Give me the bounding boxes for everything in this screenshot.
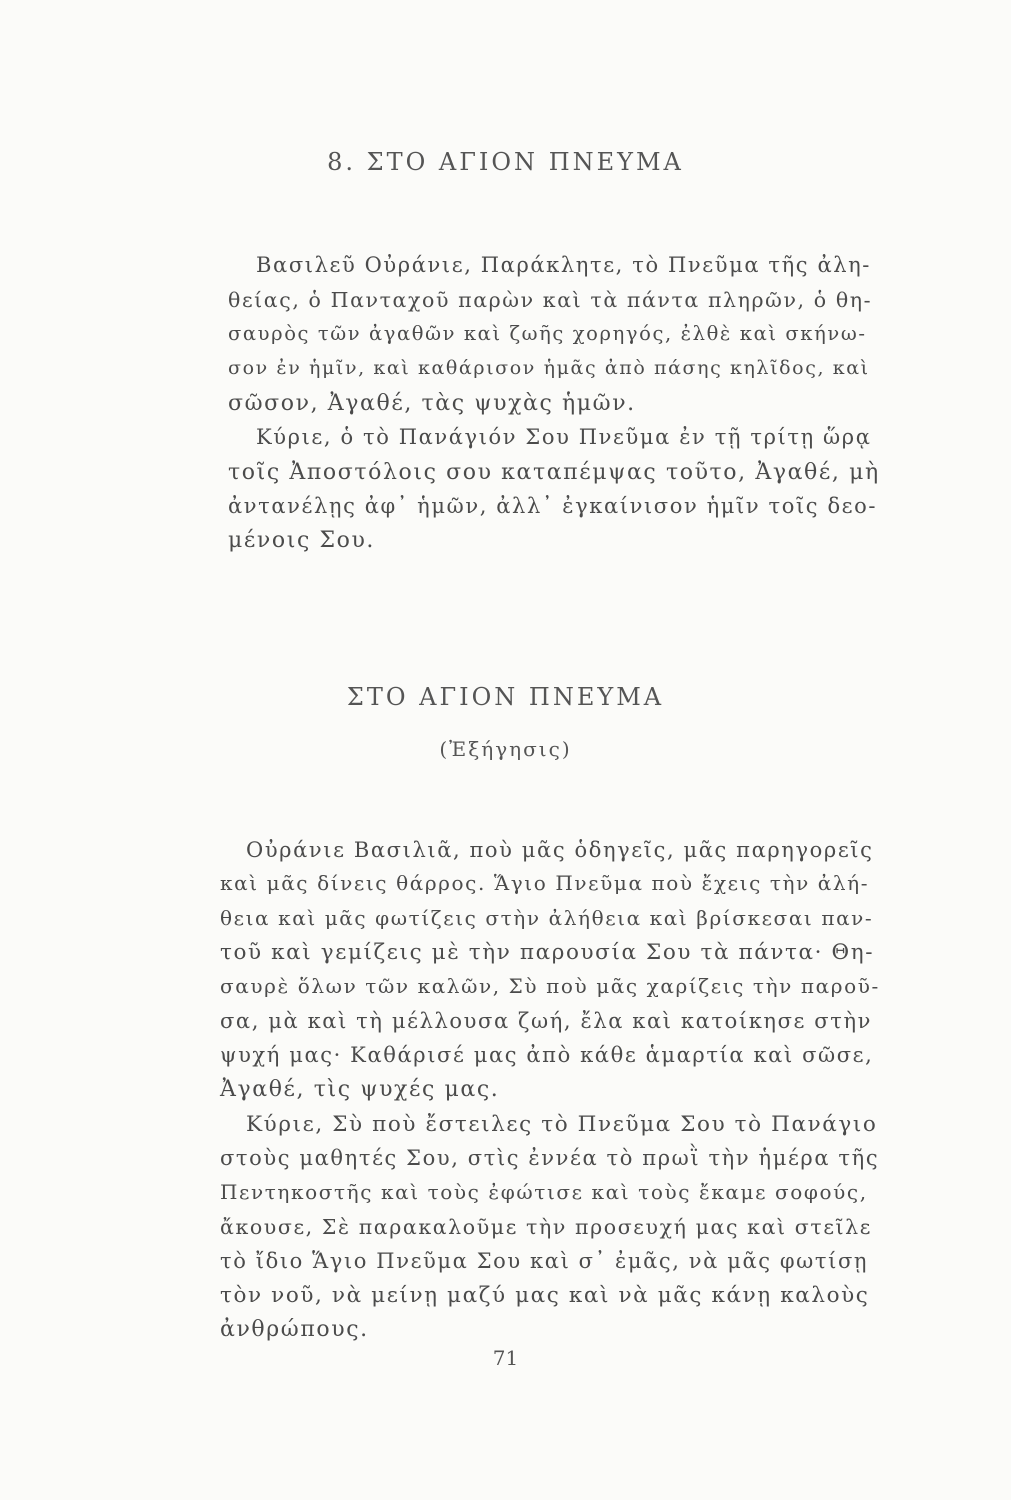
text-line: Κύριε, Σὺ ποὺ ἔστειλες τὸ Πνεῦμα Σου τὸ Πανάγιο xyxy=(246,1112,878,1137)
text-line: στοὺς μαθητές Σου, στὶς ἐννέα τὸ πρωῒ τὴν ἡμέρα τῆς xyxy=(220,1146,880,1170)
text-line: ἄκουσε, Σὲ παρακαλοῦμε τὴν προσευχή μας καὶ στεῖλε xyxy=(220,1215,872,1239)
text-line: τοῦ καὶ γεμίζεις μὲ τὴν παρουσία Σου τὰ πάντα· Θη- xyxy=(220,940,875,965)
text-line: Οὐράνιε Βασιλιᾶ, ποὺ μᾶς ὁδηγεῖς, μᾶς παρηγορεῖς xyxy=(246,838,874,862)
text-line: σαυρὸς τῶν ἀγαθῶν καὶ ζωῆς χορηγός, ἐλθὲ καὶ σκήνω- xyxy=(228,322,867,345)
text-line: Βασιλεῦ Οὐράνιε, Παράκλητε, τὸ Πνεῦμα τῆς ἀλη- xyxy=(256,253,872,277)
text-line: Ἀγαθέ, τὶς ψυχές μας. xyxy=(220,1077,500,1102)
text-line: ψυχή μας· Καθάρισέ μας ἀπὸ κάθε ἁμαρτία καὶ σῶσε, xyxy=(220,1043,874,1067)
text-line: τοῖς Ἀποστόλοις σου καταπέμψας τοῦτο, Ἀγαθέ, μὴ xyxy=(228,460,880,485)
text-line: σαυρὲ ὅλων τῶν καλῶν, Σὺ ποὺ μᾶς χαρίζεις τὴν παροῦ- xyxy=(220,974,880,998)
text-line: τὸ ἴδιο Ἅγιο Πνεῦμα Σου καὶ σ᾽ ἐμᾶς, νὰ μᾶς φωτίσῃ xyxy=(220,1249,869,1273)
section-title-prayer: 8. ΣΤΟ ΑΓΙΟΝ ΠΝΕΥΜΑ xyxy=(327,148,684,176)
text-line: καὶ μᾶς δίνεις θάρρος. Ἅγιο Πνεῦμα ποὺ ἔχεις τὴν ἀλή- xyxy=(220,871,870,895)
text-line: τὸν νοῦ, νὰ μείνῃ μαζύ μας καὶ νὰ μᾶς κάνῃ καλοὺς xyxy=(220,1283,870,1308)
text-line: σῶσον, Ἀγαθέ, τὰς ψυχὰς ἡμῶν. xyxy=(228,391,636,416)
text-line: θείας, ὁ Πανταχοῦ παρὼν καὶ τὰ πάντα πληρῶν, ὁ θη- xyxy=(228,288,873,312)
text-line: θεια καὶ μᾶς φωτίζεις στὴν ἀλήθεια καὶ βρίσκεσαι παν- xyxy=(220,906,874,930)
section-subtitle: (Ἐξήγησις) xyxy=(439,737,572,761)
page-number: 71 xyxy=(492,1346,519,1370)
text-line: σον ἐν ἡμῖν, καὶ καθάρισον ἡμᾶς ἀπὸ πάσης κηλῖδος, καὶ xyxy=(228,357,870,379)
text-line: ἀντανέλῃς ἀφ᾽ ἡμῶν, ἀλλ᾽ ἐγκαίνισον ἡμῖν τοῖς δεο- xyxy=(228,494,878,518)
text-line: μένοις Σου. xyxy=(228,528,376,553)
section-title-explanation: ΣΤΟ ΑΓΙΟΝ ΠΝΕΥΜΑ xyxy=(346,683,665,711)
text-line: ἀνθρώπους. xyxy=(220,1317,369,1342)
text-line: Κύριε, ὁ τὸ Πανάγιόν Σου Πνεῦμα ἐν τῇ τρίτῃ ὥρᾳ xyxy=(256,425,872,449)
text-line: Πεντηκοστῆς καὶ τοὺς ἐφώτισε καὶ τοὺς ἔκαμε σοφούς, xyxy=(220,1180,868,1204)
text-line: σα, μὰ καὶ τὴ μέλλουσα ζωή, ἔλα καὶ κατοίκησε στὴν xyxy=(220,1009,872,1033)
